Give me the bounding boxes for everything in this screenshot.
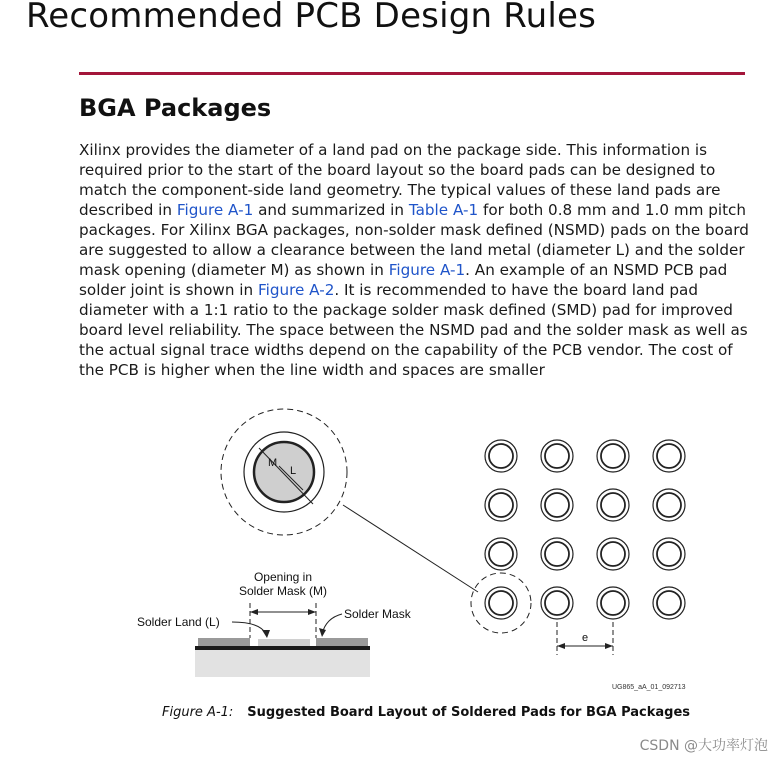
pad-land — [657, 493, 681, 517]
pad-land — [489, 493, 513, 517]
arrow-head — [308, 609, 316, 615]
paragraph-text: and summarized in — [253, 201, 409, 219]
arrow-head — [262, 630, 270, 638]
arrow-head — [250, 609, 258, 615]
label-l: L — [290, 465, 297, 477]
pad-land — [601, 493, 625, 517]
opening-label-line2: Solder Mask (M) — [238, 584, 328, 598]
bga-pad-diagram — [0, 395, 782, 695]
arrow-head — [319, 628, 326, 637]
pad-land — [601, 542, 625, 566]
paragraph-text: Xilinx provides the diameter of a land pad on the package side. This information is required prior to the start of the board layout so the board pads can be designed to match the component-side land geometry. The typical values of these land pads are described in — [79, 141, 721, 219]
pad-land — [657, 542, 681, 566]
pitch-label: e — [582, 632, 589, 644]
solder-mask-left — [198, 638, 250, 646]
pad-land — [545, 591, 569, 615]
label-m: M — [268, 457, 278, 469]
link-figure-a1[interactable]: Figure A-1 — [176, 201, 254, 219]
figure-caption — [162, 705, 690, 720]
pad-land — [545, 542, 569, 566]
section-heading: BGA Packages — [79, 94, 272, 122]
paragraph-text: for both 0.8 mm and 1.0 mm pitch packages. For Xilinx BGA packages, non-solder mask defined (NSMD) pads on the board are suggested to allow a clearance between the land metal (diameter L) and the solder mask opening (diameter M) as shown in — [79, 201, 749, 279]
figure-code: UG865_aA_01_092713 — [612, 684, 686, 691]
arrow-head — [557, 643, 565, 649]
detail-leader-line — [343, 505, 478, 592]
arrow-head — [605, 643, 613, 649]
pad-land — [657, 591, 681, 615]
pad-land — [657, 444, 681, 468]
solder-mask-label: Solder Mask — [344, 607, 411, 621]
caption-number: Figure A-1: — [162, 705, 234, 720]
pad-land — [601, 591, 625, 615]
link-table-a1[interactable]: Table A-1 — [408, 201, 479, 219]
pad-grid — [485, 440, 685, 619]
pad-land — [489, 591, 513, 615]
link-figure-a2[interactable]: Figure A-2 — [257, 281, 335, 299]
watermark: CSDN @大功率灯泡 — [639, 738, 768, 754]
solder-land-circle — [254, 442, 314, 502]
body-paragraph — [79, 140, 749, 380]
paragraph-text: . It is recommended to have the board land pad diameter with a 1:1 ratio to the package solder mask defined (SMD) pad for improved board level reliability. The space between the NSMD pad and the solder mask as well as the actual signal trace widths depend on the capability of the PCB vendor. The cost of the PCB is higher when the line width and spaces are smaller — [79, 281, 748, 379]
pad-land — [545, 444, 569, 468]
title-rule — [79, 72, 745, 75]
copper-layer — [195, 646, 370, 650]
pad-land — [489, 444, 513, 468]
solder-mask-right — [316, 638, 368, 646]
pad-land — [601, 444, 625, 468]
opening-label-line1: Opening in — [253, 570, 313, 584]
caption-title: Suggested Board Layout of Soldered Pads for BGA Packages — [247, 705, 691, 720]
solder-land-leader — [232, 622, 266, 634]
solder-land-label: Solder Land (L) — [137, 615, 220, 629]
solder-land-pad — [258, 639, 310, 646]
link-figure-a1[interactable]: Figure A-1 — [388, 261, 466, 279]
pcb-substrate — [195, 649, 370, 677]
pad-land — [545, 493, 569, 517]
page-title: Recommended PCB Design Rules — [26, 0, 597, 36]
pad-land — [489, 542, 513, 566]
paragraph-text: . An example of an NSMD PCB pad solder joint is shown in — [79, 261, 728, 299]
